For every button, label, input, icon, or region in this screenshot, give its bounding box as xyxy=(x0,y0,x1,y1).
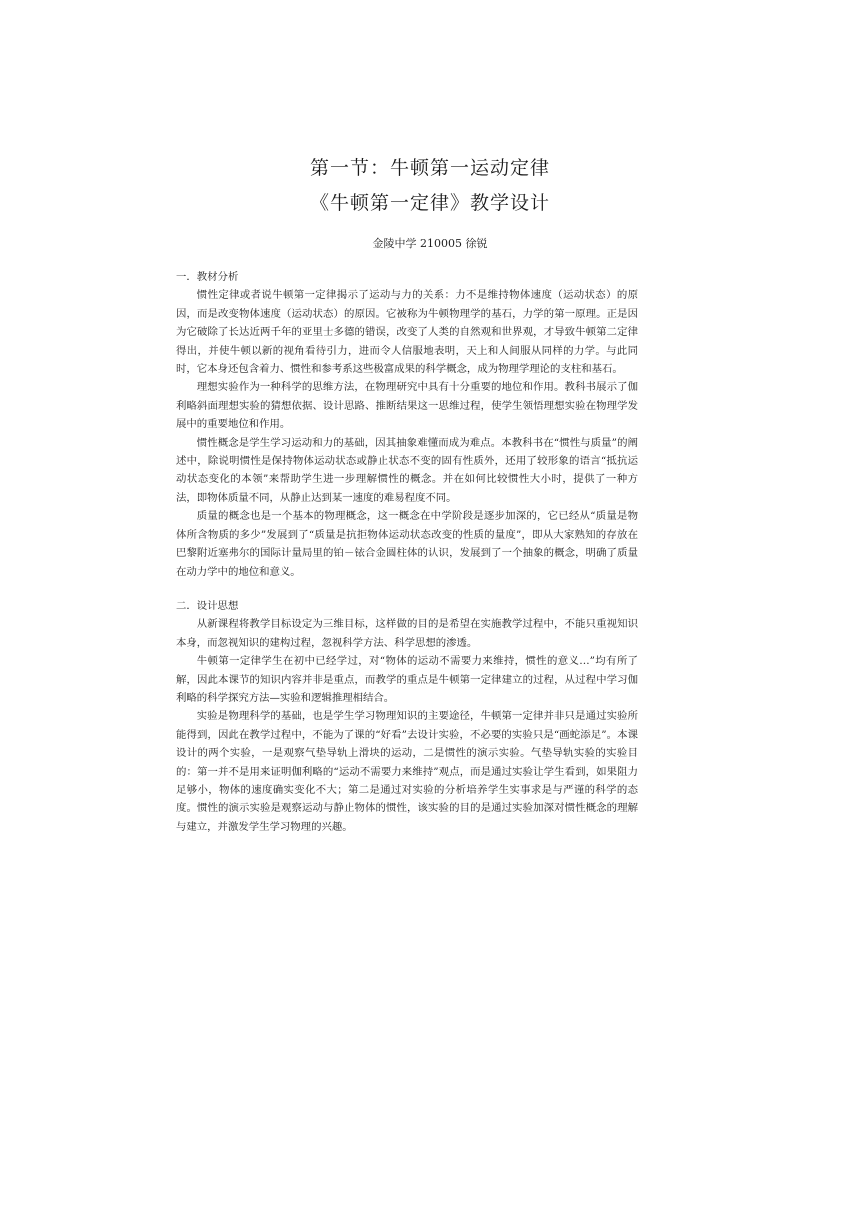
section-textbook-analysis xyxy=(176,268,638,581)
paragraph: 从新课程将教学目标设定为三维目标，这样做的目的是希望在实施教学过程中，不能只重视知识本身，而忽视知识的建构过程，忽视科学方法、科学思想的渗透。 xyxy=(176,618,638,649)
paragraph: 惯性概念是学生学习运动和力的基础，因其抽象难懂而成为难点。本教科书在“惯性与质量”的阐述中，除说明惯性是保持物体运动状态或静止状态不变的固有性质外，还用了较形象的语言“抵抗运动状态变化的本领”来帮助学生进一步理解惯性的概念。并在如何比较惯性大小时，提供了一种方法，即物体质量不同，从静止达到某一速度的难易程度不同。 xyxy=(176,436,638,504)
page-subtitle: 《牛顿第一定律》教学设计 xyxy=(309,192,550,214)
paragraph: 理想实验作为一种科学的思维方法，在物理研究中具有十分重要的地位和作用。教科书展示了伽利略斜面理想实验的猜想依据、设计思路、推断结果这一思维过程，使学生领悟理想实验在物理学发展中的重要地位和作用。 xyxy=(176,381,638,431)
paragraph: 惯性定律或者说牛顿第一定律揭示了运动与力的关系：力不是维持物体速度（运动状态）的原因，而是改变物体速度（运动状态）的原因。它被称为牛顿物理学的基石，力学的第一原理。正是因为它破除了长达近两千年的亚里士多德的错误，改变了人类的自然观和世界观，才导致牛顿第二定律得出，并使牛顿以新的视角看待引力，进而令人信服地表明，天上和人间服从同样的力学。与此同时，它本身还包含着力、惯性和参考系这些极富成果的科学概念，成为物理学理论的支柱和基石。 xyxy=(176,289,638,376)
section-heading: 一．教材分析 xyxy=(176,271,239,283)
author-line: 金陵中学 210005 徐锐 xyxy=(372,237,488,250)
paragraph: 实验是物理科学的基础，也是学生学习物理知识的主要途径，牛顿第一定律并非只是通过实验所能得到，因此在教学过程中，不能为了课的“好看”去设计实验，不必要的实验只是“画蛇添足”。本课设计的两个实验，一是观察气垫导轨上滑块的运动，二是惯性的演示实验。气垫导轨实验的实验目的：第一并不是用来证明伽利略的“运动不需要力来维持”观点，而是通过实验让学生看到，如果阻力足够小，物体的速度确实变化不大；第二是通过对实验的分析培养学生实事求是与严谨的科学的态度。惯性的演示实验是观察运动与静止物体的惯性，该实验的目的是通过实验加深对惯性概念的理解与建立，并激发学生学习物理的兴趣。 xyxy=(176,710,638,833)
paragraph: 质量的概念也是一个基本的物理概念，这一概念在中学阶段是逐步加深的，它已经从“质量是物体所含物质的多少”发展到了“质量是抗拒物体运动状态改变的性质的量度”，即从大家熟知的存放在巴黎附近塞弗尔的国际计量局里的铂－铱合金圆柱体的认识，发展到了一个抽象的概念，明确了质量在动力学中的地位和意义。 xyxy=(176,510,638,578)
document-body xyxy=(176,268,638,836)
paragraph: 牛顿第一定律学生在初中已经学过，对“物体的运动不需要力来维持，惯性的意义…”均有所了解，因此本课节的知识内容并非是重点，而教学的重点是牛顿第一定律建立的过程，从过程中学习伽利略的科学探究方法—实验和逻辑推理相结合。 xyxy=(176,655,638,704)
section-design-idea xyxy=(176,597,638,836)
page-title: 第一节：牛顿第一运动定律 xyxy=(309,157,550,179)
section-heading: 二．设计思想 xyxy=(176,599,239,612)
